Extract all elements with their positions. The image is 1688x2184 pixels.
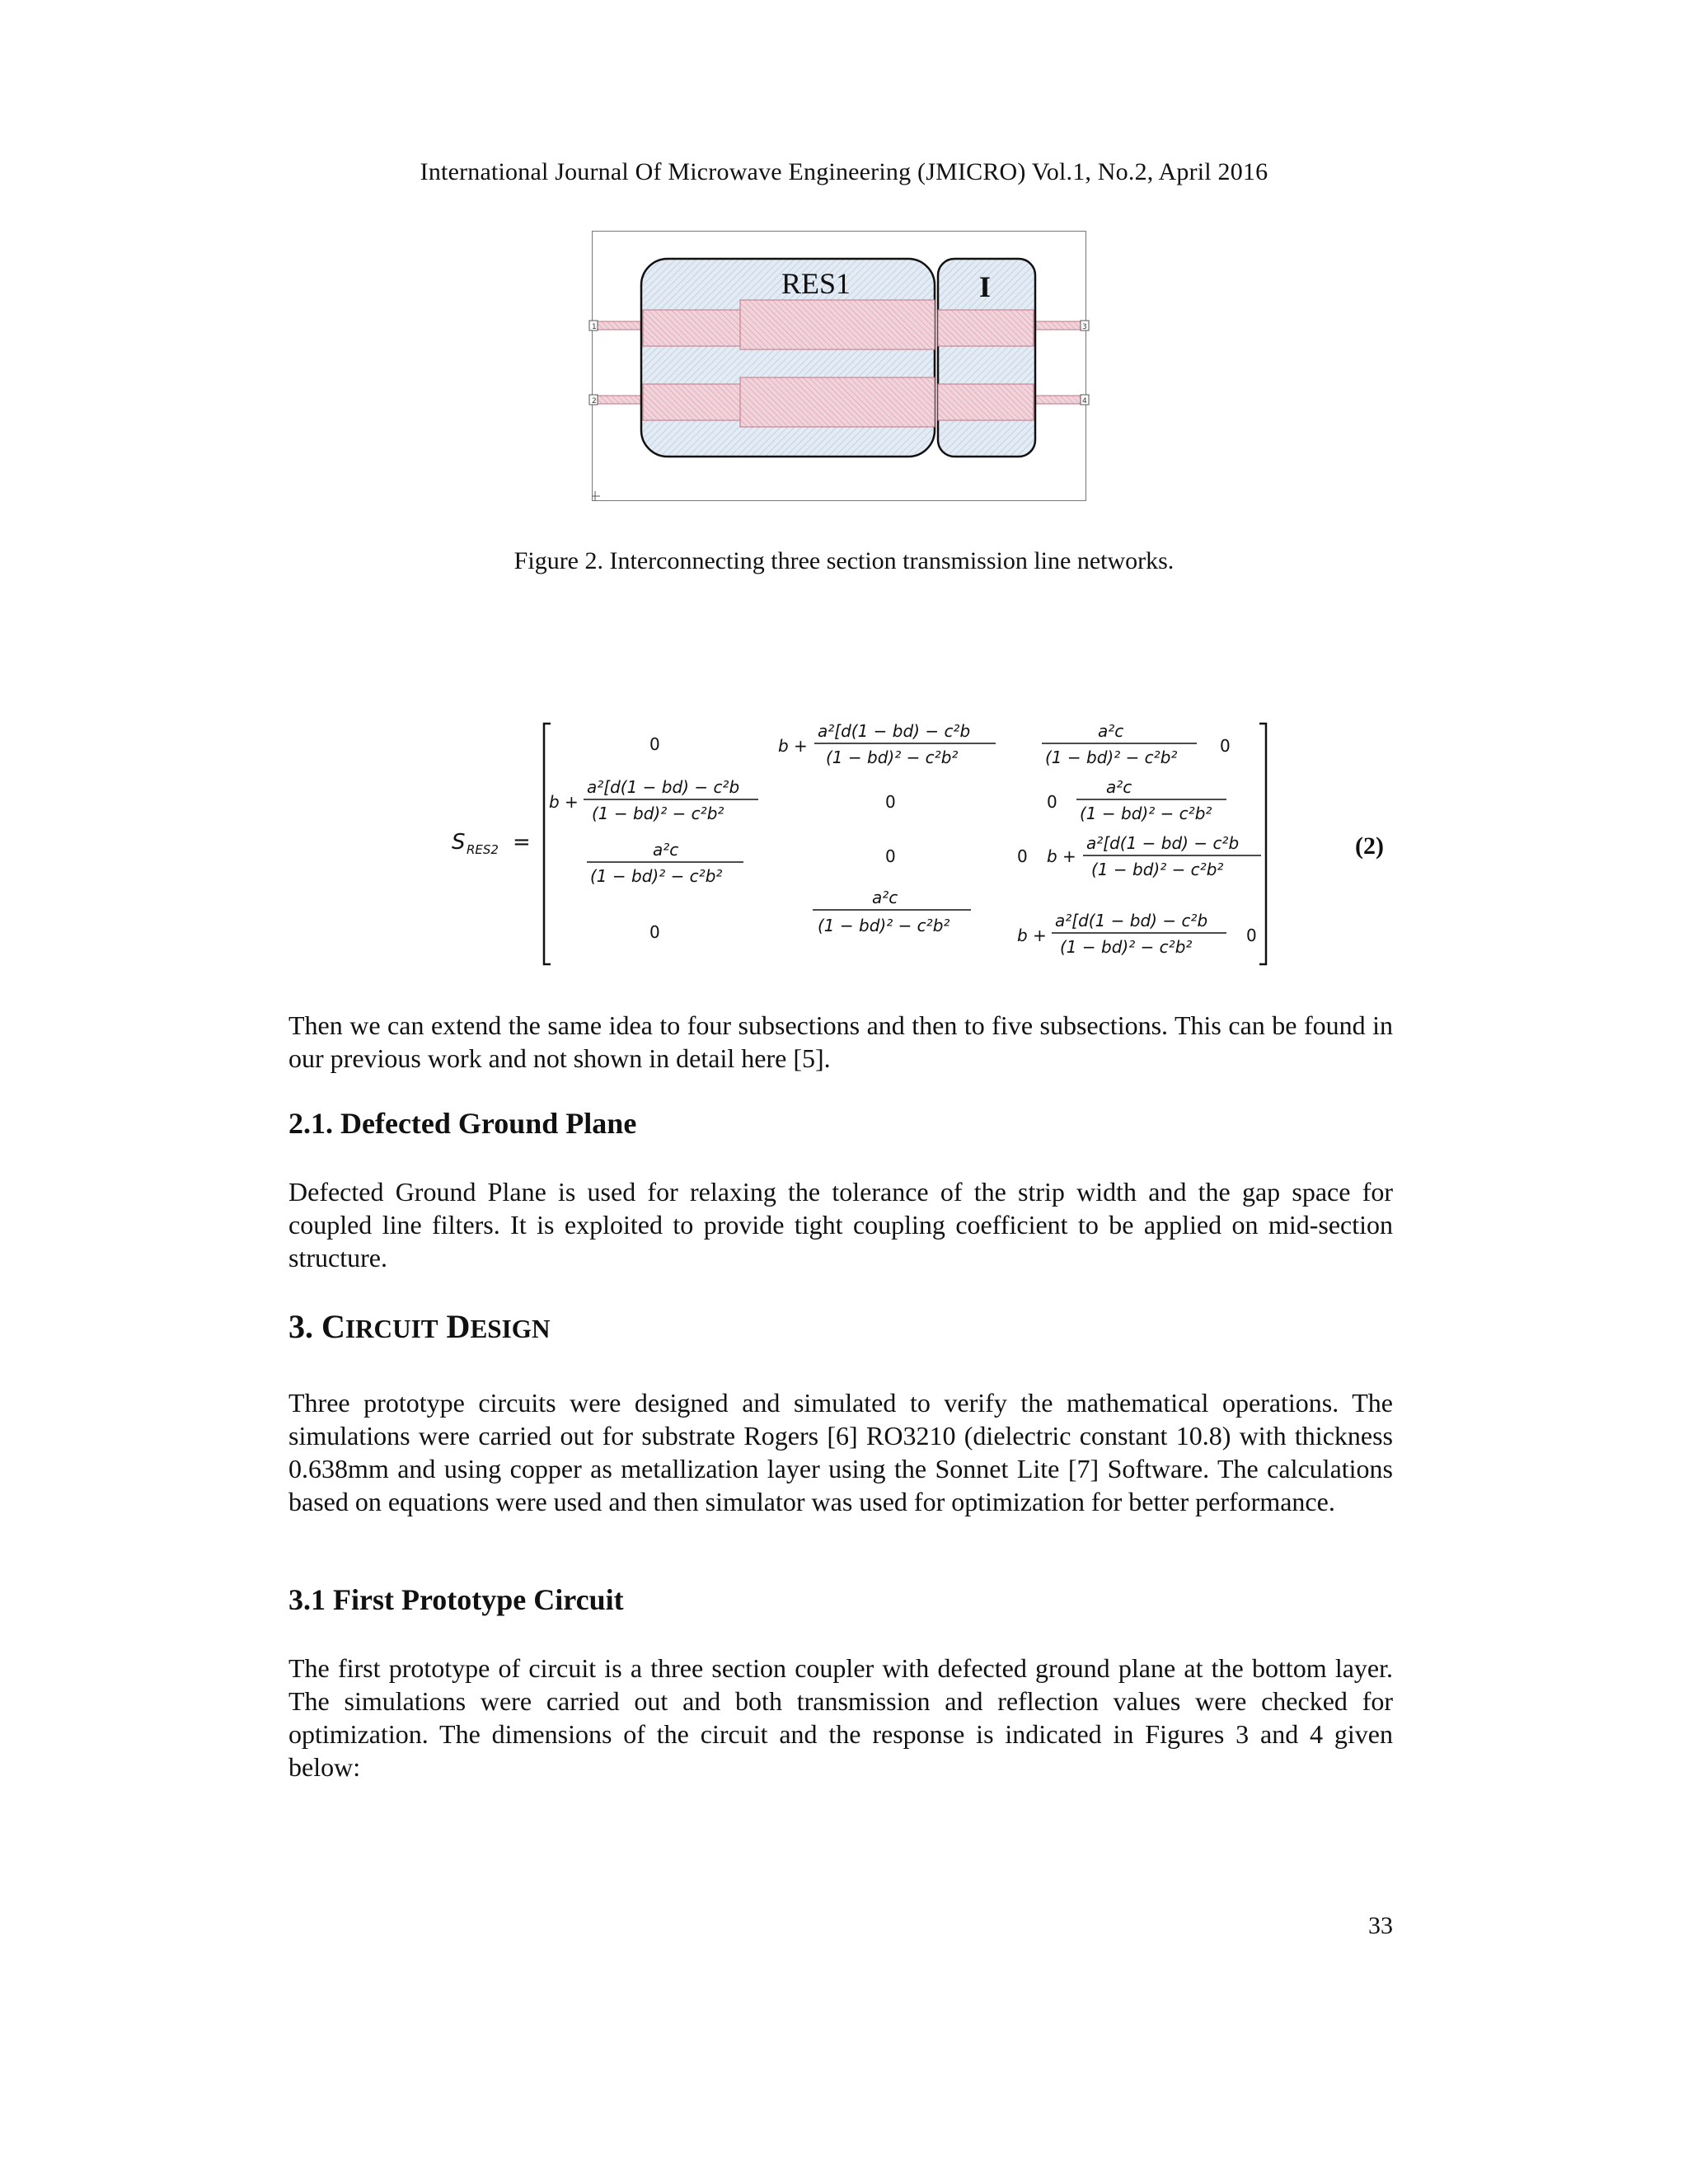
paragraph-extend-subsections: Then we can extend the same idea to four subsections and then to five subsections. This can be found in our previous work and not shown in detail here [5]. [288, 1010, 1393, 1073]
svg-text:0: 0 [885, 846, 896, 866]
svg-text:b +: b + [549, 792, 579, 812]
section-heading-3-1: 3.1 First Prototype Circuit [288, 1583, 624, 1616]
running-header: International Journal Of Microwave Engineering (JMICRO) Vol.1, No.2, April 2016 [420, 158, 1268, 185]
svg-text:(1 − bd)² − c²b²: (1 − bd)² − c²b² [1091, 860, 1224, 879]
port-4-label: 4 [1082, 397, 1087, 405]
svg-text:0: 0 [649, 734, 660, 754]
svg-text:a²[d(1 − bd) − c²b: a²[d(1 − bd) − c²b [587, 777, 740, 797]
figure-2-caption: Figure 2. Interconnecting three section transmission line networks. [513, 547, 1175, 574]
svg-text:=: = [513, 830, 531, 855]
port-1-label: 1 [592, 323, 597, 331]
figure-2-layout [592, 231, 1086, 501]
res1-label: RES1 [781, 267, 851, 300]
paragraph-defected-ground-plane: Defected Ground Plane is used for relaxing the tolerance of the strip width and the gap space for coupled line filters. It is exploited to provide tight coupling coefficient to be applied on mid-section structure. [288, 1177, 1393, 1272]
svg-text:(1 − bd)² − c²b²: (1 − bd)² − c²b² [818, 916, 950, 935]
page-number: 33 [1368, 1912, 1393, 1939]
svg-text:(1 − bd)² − c²b²: (1 − bd)² − c²b² [1060, 937, 1193, 957]
svg-text:0: 0 [1220, 736, 1231, 756]
svg-text:(1 − bd)² − c²b²: (1 − bd)² − c²b² [1045, 748, 1178, 767]
svg-text:(1 − bd)² − c²b²: (1 − bd)² − c²b² [826, 748, 959, 767]
svg-text:0: 0 [885, 792, 896, 812]
equation-number: (2) [1355, 832, 1384, 860]
paragraph-circuit-design: Three prototype circuits were designed and simulated to verify the mathematical operations. The simulations were carried out for substrate Rogers [6] RO3210 (dielectric constant 10.8) with thickness 0.638mm and using copper as metallization layer using the Sonnet Lite [7] Software. The calculations based on equations were used and then simulator was used for optimization for better performance. [288, 1388, 1393, 1516]
svg-text:a²[d(1 − bd) − c²b: a²[d(1 − bd) − c²b [818, 721, 971, 741]
svg-text:0: 0 [1017, 846, 1028, 866]
svg-text:a²c: a²c [1098, 721, 1124, 741]
svg-text:b +: b + [1017, 926, 1047, 945]
svg-text:0: 0 [1047, 792, 1057, 812]
svg-text:(1 − bd)² − c²b²: (1 − bd)² − c²b² [1080, 804, 1212, 823]
svg-text:a²c: a²c [1106, 777, 1132, 797]
equation-lhs-subscript: RES2 [467, 842, 499, 857]
section-heading-2-1: 2.1. Defected Ground Plane [288, 1107, 637, 1140]
i-label: I [979, 270, 992, 303]
equation-lhs: S [452, 830, 466, 855]
svg-text:a²[d(1 − bd) − c²b: a²[d(1 − bd) − c²b [1055, 911, 1208, 930]
svg-text:b +: b + [1047, 846, 1076, 866]
svg-text:0: 0 [649, 922, 660, 942]
port-3-label: 3 [1082, 323, 1087, 331]
svg-text:a²c: a²c [872, 888, 898, 907]
svg-text:a²[d(1 − bd) − c²b: a²[d(1 − bd) − c²b [1086, 833, 1240, 853]
equation-2 [452, 717, 1408, 972]
section-heading-3: 3. CIRCUIT DESIGN [288, 1308, 551, 1345]
svg-text:a²c: a²c [653, 840, 679, 860]
svg-text:0: 0 [1246, 926, 1257, 945]
svg-text:(1 − bd)² − c²b²: (1 − bd)² − c²b² [590, 866, 723, 886]
port-2-label: 2 [592, 397, 597, 405]
svg-text:(1 − bd)² − c²b²: (1 − bd)² − c²b² [592, 804, 724, 823]
svg-text:b +: b + [778, 736, 808, 756]
paragraph-first-prototype: The first prototype of circuit is a three section coupler with defected ground plane at the bottom layer. The simulations were carried out and both transmission and reflection values were checked for optimization. The dimensions of the circuit and the response is indicated in Figures 3 and 4 given below: [288, 1653, 1393, 1782]
